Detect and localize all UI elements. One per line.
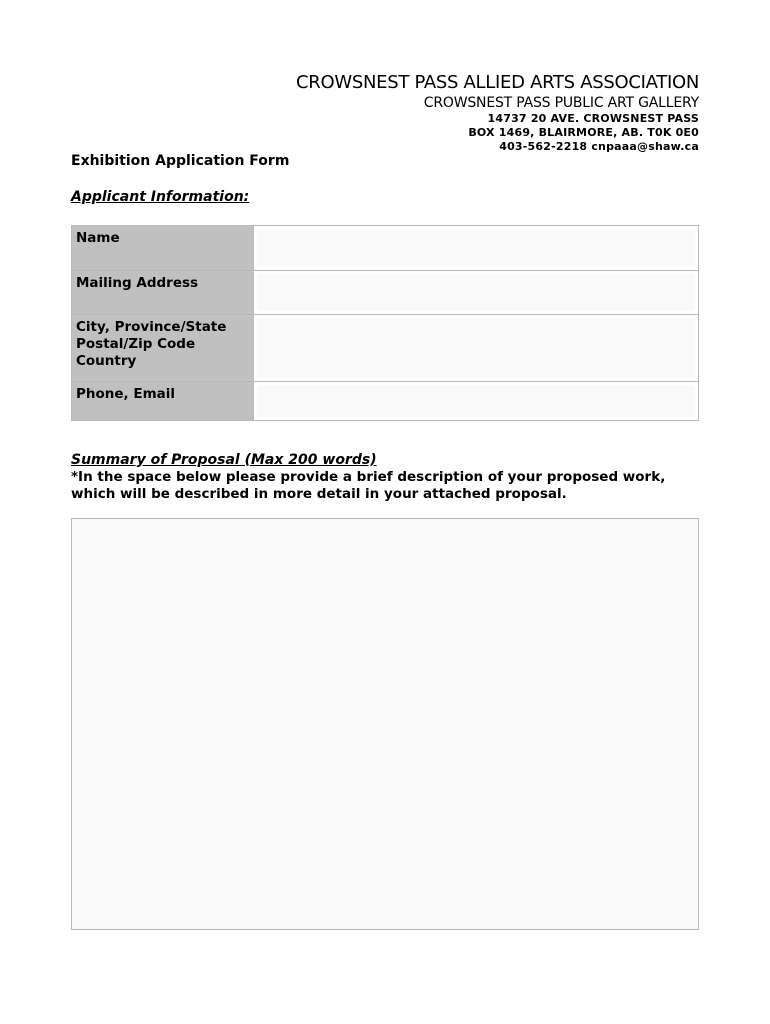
name-label: Name xyxy=(72,226,254,271)
phone-email-label: Phone, Email xyxy=(72,382,254,421)
summary-section-heading: Summary of Proposal (Max 200 words) xyxy=(71,452,377,468)
table-row xyxy=(72,226,699,271)
organization-header xyxy=(296,72,699,154)
form-title: Exhibition Application Form xyxy=(71,153,290,169)
name-input[interactable] xyxy=(257,229,695,267)
phone-email-input[interactable] xyxy=(257,385,695,417)
city-province-postal-country-label: City, Province/State Postal/Zip Code Country xyxy=(72,315,254,382)
summary-instructions: *In the space below please provide a brief description of your proposed work, which will be described in more detail in your attached proposal. xyxy=(71,469,666,502)
mailing-address-input[interactable] xyxy=(257,274,695,311)
applicant-info-table xyxy=(71,225,699,421)
gallery-name: CROWSNEST PASS PUBLIC ART GALLERY xyxy=(423,95,699,111)
organization-name: CROWSNEST PASS ALLIED ARTS ASSOCIATION xyxy=(296,72,699,93)
table-row xyxy=(72,315,699,382)
name-field[interactable] xyxy=(254,226,699,271)
contact-line: 403-562-2218 cnpaaa@shaw.ca xyxy=(499,140,699,153)
address-line-1: 14737 20 AVE. CROWSNEST PASS xyxy=(487,112,699,125)
mailing-address-label: Mailing Address xyxy=(72,271,254,315)
table-row xyxy=(72,271,699,315)
city-province-postal-country-field[interactable] xyxy=(254,315,699,382)
applicant-section-heading: Applicant Information: xyxy=(71,189,250,205)
city-province-postal-country-input[interactable] xyxy=(257,318,695,378)
table-row xyxy=(72,382,699,421)
summary-text-area[interactable] xyxy=(71,518,699,930)
mailing-address-field[interactable] xyxy=(254,271,699,315)
phone-email-field[interactable] xyxy=(254,382,699,421)
address-line-2: BOX 1469, BLAIRMORE, AB. T0K 0E0 xyxy=(468,126,699,139)
